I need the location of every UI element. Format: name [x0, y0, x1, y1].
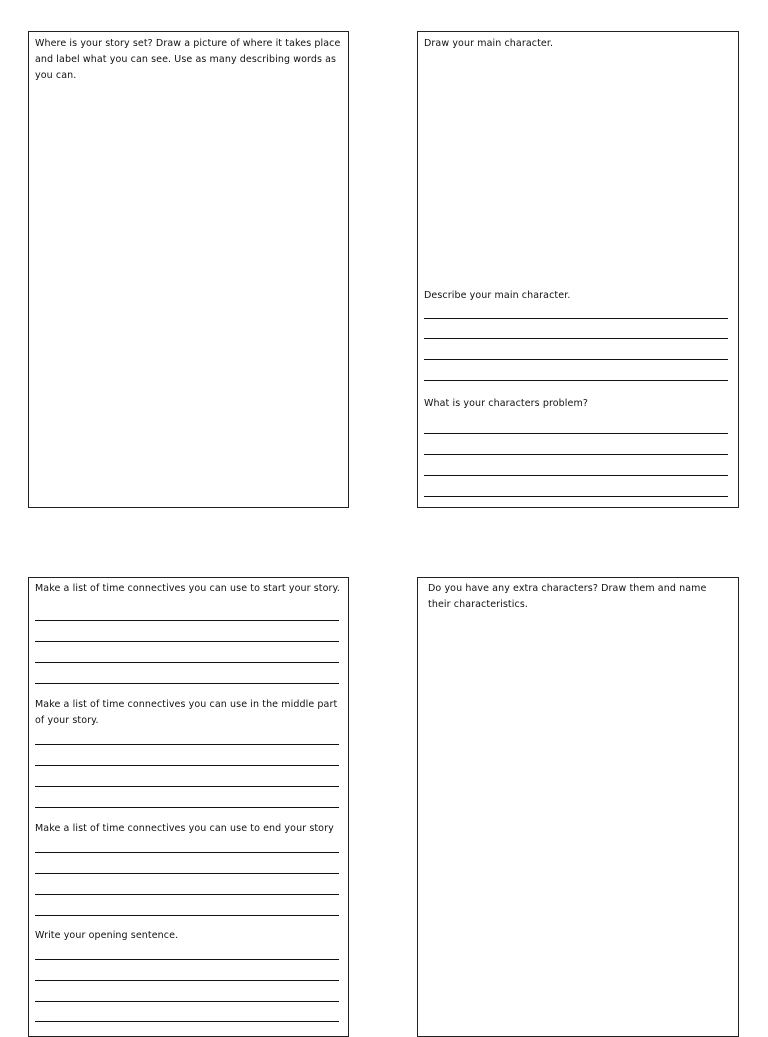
writing-line[interactable]	[35, 744, 339, 745]
writing-line[interactable]	[35, 786, 339, 787]
extra-characters-drawing-area[interactable]	[424, 620, 732, 1020]
draw-main-character-prompt: Draw your main character.	[424, 38, 554, 49]
writing-line[interactable]	[35, 641, 339, 642]
start-connectives-prompt: Make a list of time connectives you can use to start your story.	[35, 583, 341, 594]
writing-line[interactable]	[35, 980, 339, 981]
writing-line[interactable]	[35, 683, 339, 684]
extra-characters-panel	[417, 577, 739, 1037]
setting-drawing-area[interactable]	[35, 88, 342, 500]
describe-main-character-prompt: Describe your main character.	[424, 290, 571, 301]
writing-line[interactable]	[35, 915, 339, 916]
writing-line[interactable]	[35, 620, 339, 621]
main-character-panel	[417, 31, 739, 508]
writing-line[interactable]	[35, 852, 339, 853]
writing-line[interactable]	[424, 496, 728, 497]
setting-panel	[28, 31, 349, 508]
writing-line[interactable]	[35, 959, 339, 960]
setting-prompt: Where is your story set? Draw a picture of where it takes place and label what you can see. Use as many describing words as you can.	[35, 38, 341, 81]
main-character-drawing-area[interactable]	[424, 58, 732, 283]
writing-line[interactable]	[424, 454, 728, 455]
writing-line[interactable]	[35, 894, 339, 895]
writing-line[interactable]	[35, 807, 339, 808]
writing-line[interactable]	[35, 662, 339, 663]
writing-line[interactable]	[424, 475, 728, 476]
extra-characters-prompt: Do you have any extra characters? Draw them and name their characteristics.	[428, 583, 707, 610]
writing-line[interactable]	[424, 338, 728, 339]
end-connectives-prompt: Make a list of time connectives you can use to end your story	[35, 823, 334, 834]
time-connectives-panel	[28, 577, 349, 1037]
writing-line[interactable]	[35, 873, 339, 874]
writing-line[interactable]	[424, 318, 728, 319]
writing-line[interactable]	[35, 1001, 339, 1002]
writing-line[interactable]	[424, 380, 728, 381]
writing-line[interactable]	[35, 1021, 339, 1022]
writing-line[interactable]	[35, 765, 339, 766]
character-problem-prompt: What is your characters problem?	[424, 398, 588, 409]
opening-sentence-prompt: Write your opening sentence.	[35, 930, 179, 941]
writing-line[interactable]	[424, 359, 728, 360]
middle-connectives-prompt: Make a list of time connectives you can use in the middle part of your story.	[35, 699, 338, 726]
writing-line[interactable]	[424, 433, 728, 434]
